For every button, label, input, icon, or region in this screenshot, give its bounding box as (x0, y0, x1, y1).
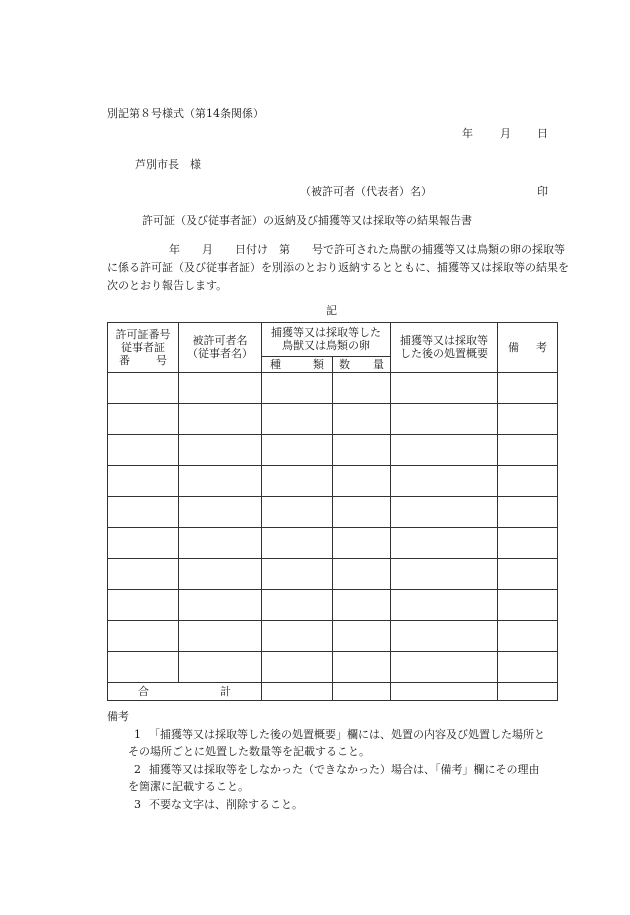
cell-remarks[interactable] (498, 590, 558, 621)
header-captured-line1: 捕獲等又は採取等した (271, 326, 381, 339)
cell-disposal[interactable] (391, 466, 498, 497)
cell-species[interactable] (262, 590, 333, 621)
cell-disposal[interactable] (391, 559, 498, 590)
cell-permit-number[interactable] (108, 404, 179, 435)
result-table (107, 322, 558, 701)
cell-disposal[interactable] (391, 404, 498, 435)
header-permittee-line1: 被許可者名 (192, 334, 248, 347)
table-row (108, 435, 558, 466)
cell-quantity[interactable] (333, 590, 391, 621)
cell-remarks[interactable] (498, 404, 558, 435)
total-remarks[interactable] (498, 683, 558, 701)
addressee: 芦別市長 様 (135, 158, 201, 171)
cell-permit-number[interactable] (108, 559, 179, 590)
total-disposal[interactable] (391, 683, 498, 701)
cell-species[interactable] (262, 373, 333, 404)
cell-permittee-name[interactable] (179, 652, 262, 683)
cell-remarks[interactable] (498, 559, 558, 590)
total-label-kei: 計 (220, 685, 231, 698)
cell-quantity[interactable] (333, 435, 391, 466)
header-disposal-line2: した後の処置概要 (400, 347, 488, 360)
cell-remarks[interactable] (498, 435, 558, 466)
table-row (108, 621, 558, 652)
cell-permittee-name[interactable] (179, 435, 262, 466)
date-month-label: 月 (500, 127, 511, 140)
cell-remarks[interactable] (498, 466, 558, 497)
cell-quantity[interactable] (333, 528, 391, 559)
report-title: 許可証（及び従事者証）の返納及び捕獲等又は採取等の結果報告書 (142, 214, 472, 227)
note-number: 3 (134, 798, 141, 811)
cell-disposal[interactable] (391, 621, 498, 652)
cell-quantity[interactable] (333, 404, 391, 435)
permittee-name-label: （被許可者（代表者）名） (300, 185, 432, 198)
note-text-continued: その場所ごとに処置した数量等を記載すること。 (128, 745, 370, 758)
date-year-label: 年 (462, 127, 473, 140)
cell-disposal[interactable] (391, 435, 498, 466)
header-permit-number (108, 323, 179, 373)
cell-permittee-name[interactable] (179, 373, 262, 404)
note-text: 捕獲等又は採取等をしなかった（できなかった）場合は、「備考」欄にその理由 (149, 763, 540, 776)
header-disposal-line1: 捕獲等又は採取等 (400, 334, 488, 347)
ki-heading: 記 (326, 304, 337, 317)
cell-species[interactable] (262, 466, 333, 497)
table-header-row (108, 323, 558, 357)
cell-remarks[interactable] (498, 497, 558, 528)
form-number: 別記第８号様式（第14条関係） (107, 107, 264, 120)
header-permit-number-line1: 許可証番号 (115, 327, 171, 341)
total-row (108, 683, 558, 701)
cell-species[interactable] (262, 404, 333, 435)
cell-permit-number[interactable] (108, 373, 179, 404)
header-permit-number-line2: 従事者証 (121, 340, 165, 354)
header-species (262, 357, 333, 373)
note-item (107, 796, 577, 813)
table-row (108, 652, 558, 683)
header-disposal-summary (391, 323, 498, 373)
header-permittee-line2: （従事者名） (187, 347, 253, 360)
total-label (108, 683, 262, 701)
header-captured-line2: 鳥獣又は鳥類の卵 (282, 339, 370, 352)
table-row (108, 528, 558, 559)
cell-quantity[interactable] (333, 497, 391, 528)
cell-quantity[interactable] (333, 466, 391, 497)
cell-disposal[interactable] (391, 373, 498, 404)
header-permit-number-ban: 番 (119, 353, 130, 367)
cell-species[interactable] (262, 652, 333, 683)
cell-quantity[interactable] (333, 373, 391, 404)
cell-species[interactable] (262, 435, 333, 466)
cell-permit-number[interactable] (108, 528, 179, 559)
cell-species[interactable] (262, 528, 333, 559)
cell-quantity[interactable] (333, 652, 391, 683)
cell-permittee-name[interactable] (179, 559, 262, 590)
header-quantity-su: 数 (339, 358, 350, 371)
header-remarks (498, 323, 558, 373)
note-number: 1 (134, 728, 141, 741)
header-quantity-ryo: 量 (373, 358, 384, 371)
header-remarks-bi: 備 (508, 341, 519, 354)
cell-quantity[interactable] (333, 621, 391, 652)
cell-species[interactable] (262, 497, 333, 528)
cell-permit-number[interactable] (108, 621, 179, 652)
table-row (108, 404, 558, 435)
cell-disposal[interactable] (391, 590, 498, 621)
header-remarks-ko: 考 (536, 341, 547, 354)
cell-permittee-name[interactable] (179, 404, 262, 435)
header-quantity (333, 357, 391, 373)
cell-permittee-name[interactable] (179, 621, 262, 652)
note-text: 不要な文字は、削除すること。 (149, 798, 303, 811)
cell-permit-number[interactable] (108, 497, 179, 528)
cell-remarks[interactable] (498, 652, 558, 683)
table-row (108, 373, 558, 404)
header-species-rui: 類 (313, 358, 324, 371)
cell-disposal[interactable] (391, 652, 498, 683)
cell-remarks[interactable] (498, 373, 558, 404)
total-species[interactable] (262, 683, 333, 701)
note-text: 「捕獲等又は採取等した後の処置概要」欄には、処置の内容及び処置した場所と (149, 728, 545, 741)
header-species-shu: 種 (270, 358, 281, 371)
cell-permittee-name[interactable] (179, 497, 262, 528)
note-item (107, 761, 577, 795)
table-row (108, 559, 558, 590)
cell-permittee-name[interactable] (179, 466, 262, 497)
note-number: 2 (134, 763, 141, 776)
report-body-text: 年 月 日付け 第 号で許可された鳥獣の捕獲等又は鳥類の卵の採取等に係る許可証（及び従事者証）を別添のとおり返納するとともに、捕獲等又は採取等の結果を次のとおり報告します。 (107, 243, 569, 292)
notes-heading: 備考 (107, 710, 129, 723)
date-day-label: 日 (537, 127, 548, 140)
table-row (108, 497, 558, 528)
header-captured-animals (262, 323, 391, 357)
header-permit-number-go: 号 (156, 353, 167, 367)
cell-species[interactable] (262, 559, 333, 590)
table-row (108, 466, 558, 497)
cell-permit-number[interactable] (108, 466, 179, 497)
cell-permit-number[interactable] (108, 590, 179, 621)
cell-remarks[interactable] (498, 621, 558, 652)
cell-permit-number[interactable] (108, 435, 179, 466)
note-item (107, 726, 577, 760)
cell-species[interactable] (262, 621, 333, 652)
cell-permit-number[interactable] (108, 652, 179, 683)
table-row (108, 590, 558, 621)
cell-disposal[interactable] (391, 497, 498, 528)
cell-disposal[interactable] (391, 528, 498, 559)
cell-remarks[interactable] (498, 528, 558, 559)
cell-permittee-name[interactable] (179, 528, 262, 559)
header-permittee-name (179, 323, 262, 373)
note-text-continued: を箇潔に記載すること。 (128, 780, 249, 793)
total-quantity[interactable] (333, 683, 391, 701)
cell-permittee-name[interactable] (179, 590, 262, 621)
cell-quantity[interactable] (333, 559, 391, 590)
total-label-go: 合 (138, 685, 149, 698)
seal-mark: 印 (537, 185, 548, 198)
